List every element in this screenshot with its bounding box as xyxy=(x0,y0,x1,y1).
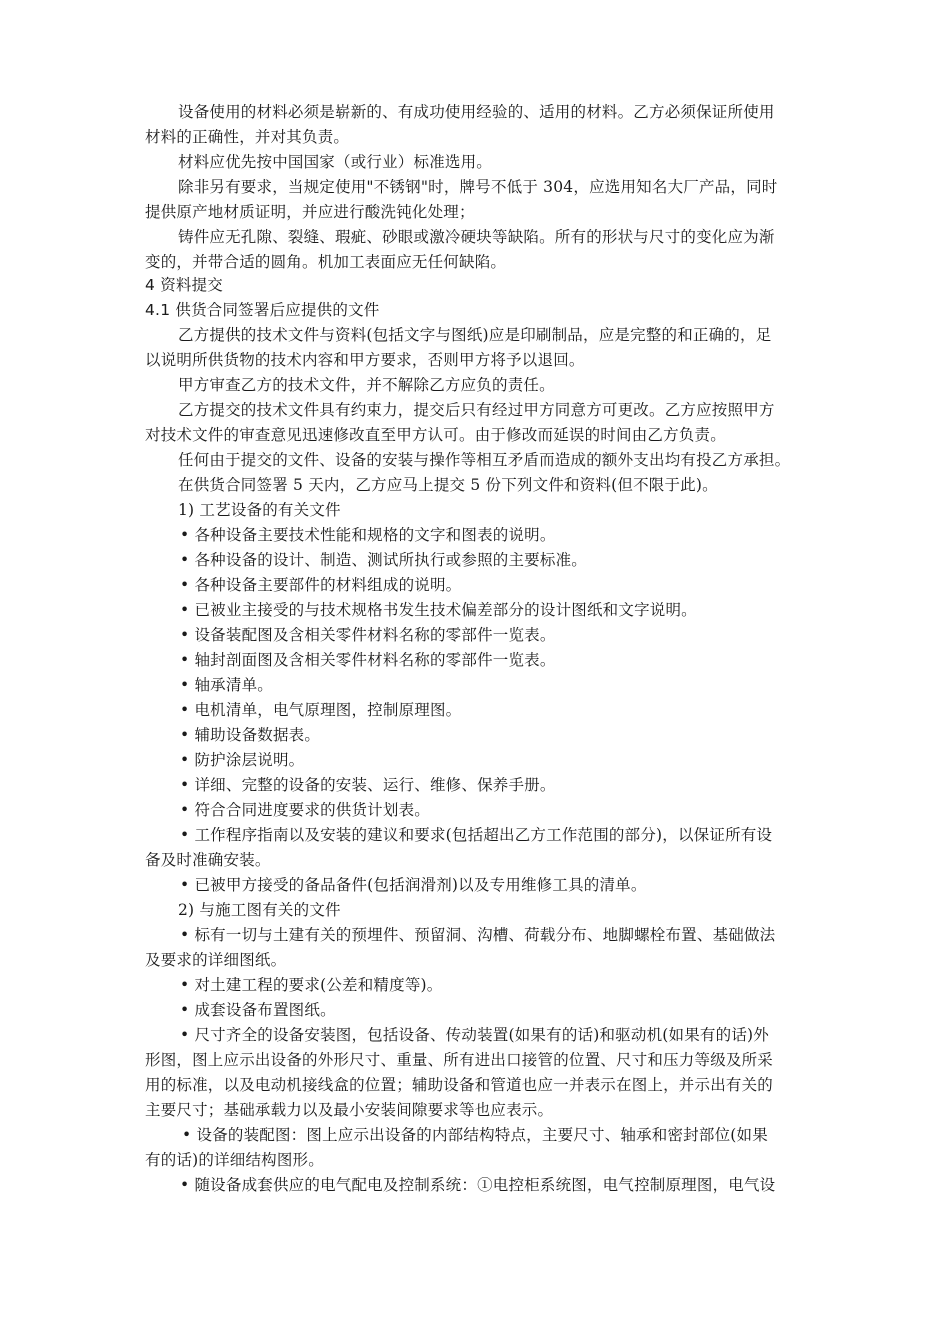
paragraph-line: 材料应优先按中国国家（或行业）标准选用。 xyxy=(178,153,493,171)
list-item: • 轴封剖面图及含相关零件材料名称的零部件一览表。 xyxy=(180,651,556,669)
list-heading: 1) 工艺设备的有关文件 xyxy=(178,501,341,519)
list-item: • 已被业主接受的与技术规格书发生技术偏差部分的设计图纸和文字说明。 xyxy=(180,601,697,619)
list-item: • 各种设备主要部件的材料组成的说明。 xyxy=(180,576,462,594)
list-item-continuation: 及要求的详细图纸。 xyxy=(145,951,287,969)
list-item: • 辅助设备数据表。 xyxy=(180,726,321,744)
list-item: • 防护涂层说明。 xyxy=(180,751,305,769)
paragraph-line: 除非另有要求，当规定使用"不锈钢"时，牌号不低于 304，应选用知名大厂产品，同时 xyxy=(178,178,778,196)
section-heading: 4 资料提交 xyxy=(145,276,223,294)
paragraph-line: 材料的正确性，并对其负责。 xyxy=(145,128,350,146)
list-item: • 各种设备的设计、制造、测试所执行或参照的主要标准。 xyxy=(180,551,587,569)
list-item: • 工作程序指南以及安装的建议和要求(包括超出乙方工作范围的部分)，以保证所有设 xyxy=(180,826,773,844)
paragraph-line: 铸件应无孔隙、裂缝、瑕疵、砂眼或激冷硬块等缺陷。所有的形状与尺寸的变化应为渐 xyxy=(178,228,775,246)
list-item: • 设备装配图及含相关零件材料名称的零部件一览表。 xyxy=(180,626,556,644)
paragraph-line: 以说明所供货物的技术内容和甲方要求，否则甲方将予以退回。 xyxy=(145,351,585,369)
paragraph-line: 变的，并带合适的圆角。机加工表面应无任何缺陷。 xyxy=(145,253,507,271)
list-item: • 标有一切与土建有关的预埋件、预留洞、沟槽、荷载分布、地脚螺栓布置、基础做法 xyxy=(180,926,776,944)
list-item: • 成套设备布置图纸。 xyxy=(180,1001,336,1019)
list-item: • 设备的装配图：图上应示出设备的内部结构特点，主要尺寸、轴承和密封部位(如果 xyxy=(182,1126,768,1144)
paragraph-line: 任何由于提交的文件、设备的安装与操作等相互矛盾而造成的额外支出均有投乙方承担。 xyxy=(178,451,791,469)
list-item: • 各种设备主要技术性能和规格的文字和图表的说明。 xyxy=(180,526,556,544)
paragraph-line: 设备使用的材料必须是崭新的、有成功使用经验的、适用的材料。乙方必须保证所使用 xyxy=(178,103,775,121)
paragraph-line: 提供原产地材质证明，并应进行酸洗钝化处理； xyxy=(145,203,475,221)
list-item-continuation: 用的标准，以及电动机接线盒的位置；辅助设备和管道也应一并表示在图上，并示出有关的 xyxy=(145,1076,774,1094)
list-item: • 符合合同进度要求的供货计划表。 xyxy=(180,801,430,819)
list-item: • 已被甲方接受的备品备件(包括润滑剂)以及专用维修工具的清单。 xyxy=(180,876,647,894)
list-heading: 2) 与施工图有关的文件 xyxy=(178,901,341,919)
list-item: • 电机清单，电气原理图，控制原理图。 xyxy=(180,701,462,719)
paragraph-line: 对技术文件的审查意见迅速修改直至甲方认可。由于修改而延误的时间由乙方负责。 xyxy=(145,426,726,444)
subsection-heading: 4.1 供货合同签署后应提供的文件 xyxy=(145,301,380,319)
list-item: • 轴承清单。 xyxy=(180,676,273,694)
list-item-continuation: 有的话)的详细结构图形。 xyxy=(145,1151,324,1169)
paragraph-line: 乙方提供的技术文件与资料(包括文字与图纸)应是印刷制品，应是完整的和正确的，足 xyxy=(178,326,772,344)
list-item: • 尺寸齐全的设备安装图，包括设备、传动装置(如果有的话)和驱动机(如果有的话)外 xyxy=(180,1026,769,1044)
paragraph-line: 在供货合同签署 5 天内，乙方应马上提交 5 份下列文件和资料(但不限于此)。 xyxy=(178,476,718,494)
list-item-continuation: 备及时准确安装。 xyxy=(145,851,271,869)
list-item-continuation: 形图，图上应示出设备的外形尺寸、重量、所有进出口接管的位置、尺寸和压力等级及所采 xyxy=(145,1051,774,1069)
paragraph-line: 乙方提交的技术文件具有约束力，提交后只有经过甲方同意方可更改。乙方应按照甲方 xyxy=(178,401,775,419)
list-item-continuation: 主要尺寸；基础承载力以及最小安装间隙要求等也应表示。 xyxy=(145,1101,554,1119)
list-item: • 详细、完整的设备的安装、运行、维修、保养手册。 xyxy=(180,776,556,794)
list-item: • 随设备成套供应的电气配电及控制系统：①电控柜系统图，电气控制原理图，电气设 xyxy=(180,1176,776,1194)
paragraph-line: 甲方审查乙方的技术文件，并不解除乙方应负的责任。 xyxy=(178,376,555,394)
list-item: • 对土建工程的要求(公差和精度等)。 xyxy=(180,976,443,994)
